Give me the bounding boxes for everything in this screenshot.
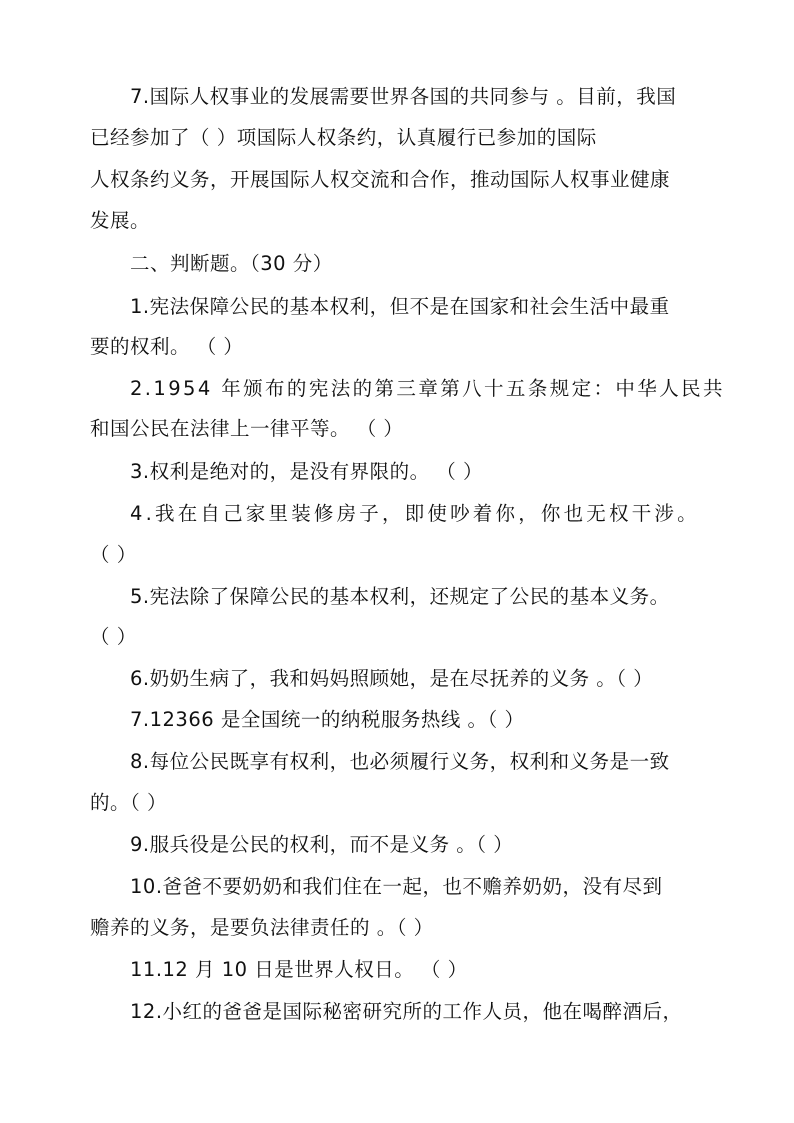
text-line: 赡养的义务，是要负法律责任的 。（ ） (90, 916, 434, 939)
text-line: 2.1954 年颁布的宪法的第三章第八十五条规定：中华人民共 (130, 377, 725, 400)
text-line: 4.我在自己家里装修房子，即使吵着你，你也无权干涉。 (130, 502, 700, 525)
text-line: 1.宪法保障公民的基本权利，但不是在国家和社会生活中最重 (130, 295, 670, 318)
text-line: 9.服兵役是公民的权利，而不是义务 。（ ） (130, 833, 514, 856)
text-line: 要的权利。 （ ） (90, 335, 244, 358)
text-line: 10.爸爸不要奶奶和我们住在一起，也不赡养奶奶，没有尽到 (130, 875, 663, 898)
text-line: 的。（ ） (90, 791, 167, 814)
text-line: 6.奶奶生病了，我和妈妈照顾她，是在尽抚养的义务 。（ ） (130, 667, 654, 690)
text-line: 3.权利是绝对的，是没有界限的。 （ ） (130, 460, 484, 483)
text-line: （ ） (90, 625, 137, 648)
text-line: 11.12 月 10 日是世界人权日。 （ ） (130, 958, 468, 981)
section-heading: 二、判断题。（30 分） (130, 252, 333, 275)
text-line: （ ） (90, 543, 137, 566)
text-line: 已经参加了（ ）项国际人权条约，认真履行已参加的国际 (90, 126, 597, 149)
text-line: 8.每位公民既享有权利，也必须履行义务，权利和义务是一致 (130, 750, 670, 773)
text-line: 和国公民在法律上一律平等。 （ ） (90, 417, 404, 440)
text-line: 发展。 (90, 209, 151, 232)
text-line: 12.小红的爸爸是国际秘密研究所的工作人员，他在喝醉酒后， (130, 1000, 683, 1023)
text-line: 7.12366 是全国统一的纳税服务热线 。（ ） (130, 708, 525, 731)
text-line: 5.宪法除了保障公民的基本权利，还规定了公民的基本义务。 (130, 585, 670, 608)
text-line: 7.国际人权事业的发展需要世界各国的共同参与 。目前，我国 (130, 85, 677, 108)
text-line: 人权条约义务，开展国际人权交流和合作，推动国际人权事业健康 (90, 168, 671, 191)
